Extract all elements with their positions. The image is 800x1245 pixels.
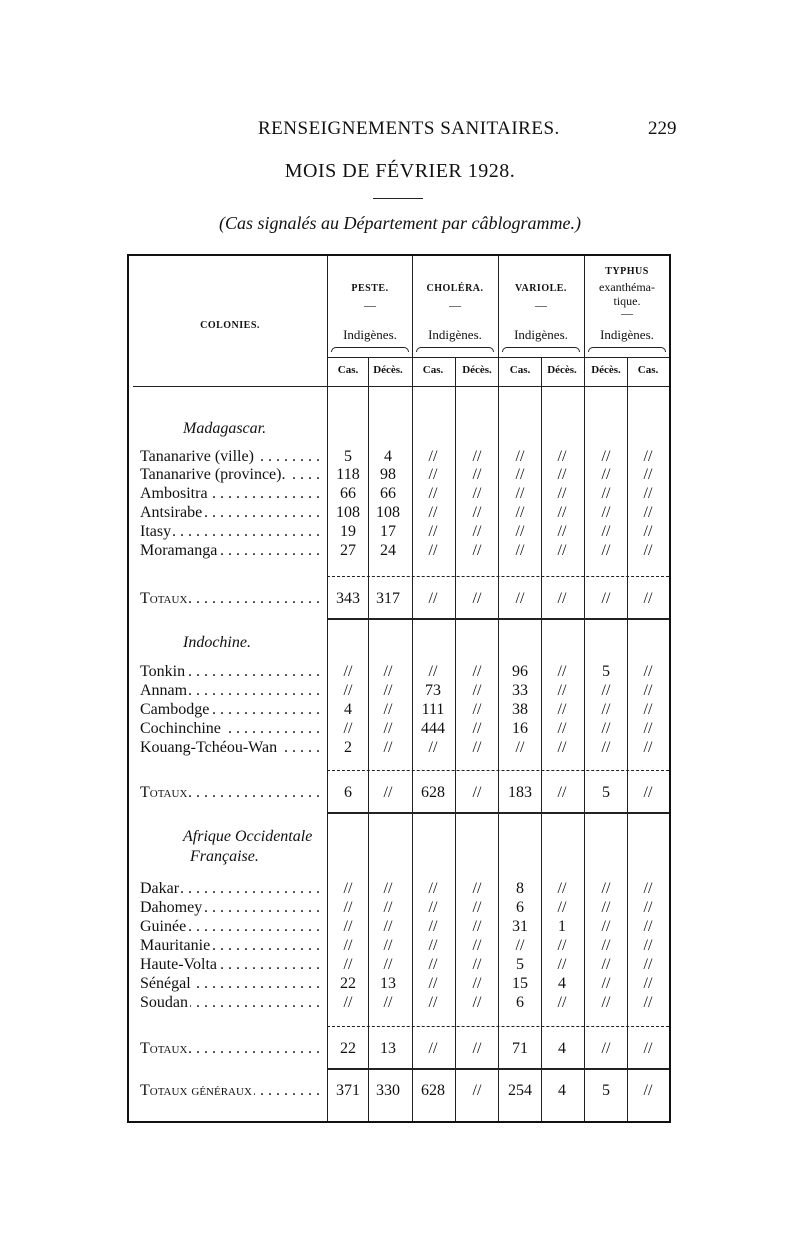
group-subheader: Indigènes. [514, 327, 568, 342]
table-cell: // [428, 975, 438, 992]
row-label-text: Ambositra [140, 485, 208, 502]
table-cell: // [383, 918, 393, 935]
table-cell: // [515, 542, 525, 559]
table-cell: // [557, 880, 567, 897]
table-cell: 5 [602, 663, 610, 680]
table-cell: // [428, 466, 438, 483]
table-cell: // [383, 739, 393, 756]
table-cell: // [383, 682, 393, 699]
table-cell: // [601, 975, 611, 992]
table-cell: 118 [336, 466, 360, 483]
row-label [140, 701, 320, 719]
table-cell: 4 [558, 975, 566, 992]
section-title: Madagascar. [183, 420, 267, 437]
table-cell: // [515, 485, 525, 502]
row-label-text: Mauritanie [140, 937, 211, 954]
table-cell: // [643, 523, 653, 540]
table-cell: // [428, 523, 438, 540]
colonies-header: COLONIES. [200, 320, 260, 331]
group-dash: — [449, 298, 461, 312]
row-label [140, 880, 320, 898]
row-label-text: Dakar [140, 880, 180, 897]
table-cell: 5 [344, 448, 352, 465]
table-cell: 5 [516, 956, 524, 973]
group-header: CHOLÉRA. [426, 283, 484, 294]
table-cell: // [472, 880, 482, 897]
table-cell: 31 [512, 918, 528, 935]
table-cell: 628 [421, 1082, 445, 1099]
table-cell: // [643, 701, 653, 718]
table-cell: // [472, 663, 482, 680]
table-cell: 4 [558, 1040, 566, 1057]
group-subheader: Indigènes. [600, 327, 654, 342]
table-cell: 22 [340, 975, 356, 992]
column-header: Cas. [637, 364, 659, 376]
table-cell: // [601, 880, 611, 897]
row-label-text: Totaux [140, 1040, 188, 1057]
table-cell: 8 [516, 880, 524, 897]
column-header: Décès. [591, 364, 621, 376]
month-title: MOIS DE FÉVRIER 1928. [284, 160, 516, 182]
table-cell: // [601, 504, 611, 521]
section-title: Française. [190, 848, 259, 865]
header-rule [327, 357, 669, 358]
row-label [140, 466, 320, 484]
row-label [140, 663, 320, 681]
row-label [140, 956, 320, 974]
row-label [140, 1040, 320, 1058]
row-label-text: Tonkin [140, 663, 186, 680]
table-cell: // [383, 880, 393, 897]
table-cell: // [383, 937, 393, 954]
table-cell: // [515, 739, 525, 756]
table-cell: // [383, 663, 393, 680]
table-cell: // [343, 994, 353, 1011]
table-cell: // [515, 523, 525, 540]
table-cell: // [557, 784, 567, 801]
row-label-text: Annam [140, 682, 188, 699]
row-label [140, 590, 320, 608]
table-cell: // [515, 937, 525, 954]
table-cell: // [383, 956, 393, 973]
table-cell: // [428, 663, 438, 680]
row-label [140, 523, 320, 541]
table-cell: 66 [380, 485, 396, 502]
table-cell: // [601, 1040, 611, 1057]
group-brace [416, 347, 494, 352]
row-label-text: Itasy [140, 523, 172, 540]
column-header: Cas. [337, 364, 359, 376]
table-cell: // [428, 899, 438, 916]
table-cell: 24 [380, 542, 396, 559]
table-cell: // [643, 682, 653, 699]
table-cell: // [557, 504, 567, 521]
table-cell: // [601, 701, 611, 718]
table-cell: 371 [336, 1082, 360, 1099]
table-cell: 66 [340, 485, 356, 502]
table-cell: 5 [602, 1082, 610, 1099]
row-label-text: Haute-Volta [140, 956, 218, 973]
row-label [140, 994, 320, 1012]
table-cell: // [343, 682, 353, 699]
group-subheader: Indigènes. [428, 327, 482, 342]
table-cell: // [472, 523, 482, 540]
table-cell: // [643, 739, 653, 756]
row-label-text: Dahomey [140, 899, 203, 916]
row-label-text: Cochinchine [140, 720, 221, 737]
row-label [140, 682, 320, 700]
table-cell: // [557, 448, 567, 465]
table-cell: // [557, 701, 567, 718]
table-cell: // [472, 720, 482, 737]
row-label [140, 975, 320, 993]
table-cell: // [472, 466, 482, 483]
table-cell: // [428, 937, 438, 954]
row-label [140, 918, 320, 936]
row-label-text: Tananarive (province). [140, 466, 286, 483]
table-cell: // [428, 880, 438, 897]
table-cell: // [643, 504, 653, 521]
group-brace [331, 347, 409, 352]
row-label [140, 542, 320, 560]
table-cell: // [515, 466, 525, 483]
row-label [140, 899, 320, 917]
subtitle: (Cas signalés au Département par câblogramme.) [219, 213, 581, 233]
table-cell: // [557, 899, 567, 916]
table-cell: 628 [421, 784, 445, 801]
row-label [140, 937, 320, 955]
table-cell: // [557, 937, 567, 954]
table-cell: 17 [380, 523, 396, 540]
table-cell: // [428, 956, 438, 973]
table-cell: // [601, 466, 611, 483]
divider [373, 198, 423, 199]
table-cell: // [472, 1040, 482, 1057]
table-cell: // [557, 720, 567, 737]
page-number: 229 [648, 118, 677, 139]
table-cell: // [601, 485, 611, 502]
table-cell: // [601, 956, 611, 973]
section-title: Indochine. [183, 634, 251, 651]
table-cell: // [557, 956, 567, 973]
table-cell: // [557, 663, 567, 680]
table-cell: // [643, 466, 653, 483]
row-label [140, 720, 320, 738]
table-cell: // [643, 1040, 653, 1057]
table-cell: 13 [380, 1040, 396, 1057]
group-header-line: exanthéma- [599, 280, 655, 294]
group-header: VARIOLE. [515, 283, 567, 294]
table-cell: 19 [340, 523, 356, 540]
table-cell: // [472, 542, 482, 559]
group-brace [502, 347, 580, 352]
table-cell: // [601, 720, 611, 737]
table-cell: 111 [421, 701, 445, 718]
table-cell: 4 [558, 1082, 566, 1099]
table-cell: // [472, 504, 482, 521]
table-cell: // [472, 448, 482, 465]
table-cell: // [557, 466, 567, 483]
table-cell: 6 [516, 994, 524, 1011]
table-cell: // [428, 918, 438, 935]
table-cell: // [601, 918, 611, 935]
table-cell: 5 [602, 784, 610, 801]
total-rule [327, 770, 669, 771]
header-title: RENSEIGNEMENTS SANITAIRES. [258, 118, 560, 139]
table-cell: // [643, 784, 653, 801]
table-cell: // [472, 899, 482, 916]
table-cell: // [557, 682, 567, 699]
table-cell: 16 [512, 720, 528, 737]
table-cell: // [343, 880, 353, 897]
table-cell: // [515, 504, 525, 521]
table-cell: 444 [421, 720, 445, 737]
column-header: Cas. [509, 364, 531, 376]
table-cell: // [428, 994, 438, 1011]
table-cell: // [428, 1040, 438, 1057]
table-cell: 6 [344, 784, 352, 801]
table-cell: // [601, 682, 611, 699]
table-cell: // [343, 663, 353, 680]
table-cell: // [601, 542, 611, 559]
table-cell: // [643, 899, 653, 916]
table-cell: // [643, 448, 653, 465]
table-cell: 330 [376, 1082, 400, 1099]
row-label-text: Guinée [140, 918, 187, 935]
row-label [140, 504, 320, 522]
table-cell: // [601, 899, 611, 916]
table-cell: // [472, 682, 482, 699]
table-cell: // [472, 739, 482, 756]
group-dash: — [535, 298, 547, 312]
table-cell: // [472, 590, 482, 607]
table-cell: // [472, 1082, 482, 1099]
table-cell: // [383, 994, 393, 1011]
row-label-text: Totaux [140, 590, 188, 607]
table-cell: // [472, 485, 482, 502]
table-cell: // [343, 720, 353, 737]
table-cell: 317 [376, 590, 400, 607]
table-cell: // [383, 701, 393, 718]
column-rule [455, 357, 456, 1121]
table-cell: // [557, 994, 567, 1011]
table-cell: 2 [344, 739, 352, 756]
table-cell: // [428, 504, 438, 521]
table-cell: 1 [558, 918, 566, 935]
table-cell: 71 [512, 1040, 528, 1057]
table-cell: // [515, 448, 525, 465]
table-cell: // [428, 448, 438, 465]
header-rule [133, 386, 669, 387]
table-cell: // [643, 485, 653, 502]
row-label-text: Sénégal [140, 975, 191, 992]
table-cell: 96 [512, 663, 528, 680]
group-header-line: tique. [613, 294, 641, 308]
table-cell: // [643, 975, 653, 992]
table-cell: // [557, 542, 567, 559]
table-cell: 343 [336, 590, 360, 607]
group-dash: — [621, 306, 633, 320]
table-cell: // [343, 937, 353, 954]
table-cell: // [643, 720, 653, 737]
table-cell: // [557, 739, 567, 756]
table-cell: // [557, 590, 567, 607]
section-title: Afrique Occidentale [183, 828, 313, 845]
table-cell: // [643, 590, 653, 607]
table-cell: // [472, 975, 482, 992]
column-header: Décès. [547, 364, 577, 376]
table-cell: // [643, 1082, 653, 1099]
table-cell: // [472, 701, 482, 718]
table-cell: 27 [340, 542, 356, 559]
row-label-text: Kouang-Tchéou-Wan [140, 739, 278, 756]
table-cell: // [601, 590, 611, 607]
table-cell: // [383, 720, 393, 737]
table-cell: // [601, 739, 611, 756]
column-header: Décès. [462, 364, 492, 376]
total-rule [327, 1026, 669, 1027]
row-label-text: Soudan [140, 994, 188, 1011]
table-cell: // [643, 956, 653, 973]
table-cell: // [643, 663, 653, 680]
row-label-text: Totaux généraux [140, 1082, 252, 1099]
row-label-text: Totaux [140, 784, 188, 801]
table-cell: 22 [340, 1040, 356, 1057]
table-cell: // [472, 994, 482, 1011]
table-cell: 4 [384, 448, 392, 465]
group-subheader: Indigènes. [343, 327, 397, 342]
table-cell: // [557, 523, 567, 540]
table-cell: 4 [344, 701, 352, 718]
table-cell: 33 [512, 682, 528, 699]
group-brace [588, 347, 666, 352]
table-cell: // [472, 784, 482, 801]
section-rule [327, 1068, 669, 1070]
table-cell: // [643, 880, 653, 897]
table-cell: 98 [380, 466, 396, 483]
table-cell: // [601, 523, 611, 540]
table-cell: // [601, 994, 611, 1011]
row-label-text: Moramanga [140, 542, 218, 559]
table-cell: // [601, 937, 611, 954]
row-label-text: Cambodge [140, 701, 210, 718]
table-cell: // [383, 784, 393, 801]
row-label [140, 448, 320, 466]
row-label-text: Antsirabe [140, 504, 203, 521]
column-header: Cas. [422, 364, 444, 376]
table-cell: // [601, 448, 611, 465]
table-cell: // [643, 918, 653, 935]
table-cell: // [343, 918, 353, 935]
section-rule [327, 812, 669, 814]
table-cell: // [515, 590, 525, 607]
table-cell: // [557, 485, 567, 502]
table-cell: // [472, 918, 482, 935]
table-cell: 108 [376, 504, 400, 521]
column-header: Décès. [373, 364, 403, 376]
table-cell: 254 [508, 1082, 532, 1099]
group-header: PESTE. [351, 283, 389, 294]
table-cell: 183 [508, 784, 532, 801]
table-cell: // [343, 899, 353, 916]
row-label [140, 739, 320, 757]
total-rule [327, 576, 669, 577]
table-cell: 73 [425, 682, 441, 699]
table-cell: // [428, 590, 438, 607]
table-cell: 108 [336, 504, 360, 521]
table-cell: // [343, 956, 353, 973]
row-label-text: Tananarive (ville) [140, 448, 254, 465]
table-cell: // [643, 542, 653, 559]
table-cell: // [383, 899, 393, 916]
row-label [140, 485, 320, 503]
group-header: TYPHUS [605, 266, 649, 277]
group-dash: — [364, 298, 376, 312]
table-cell: 15 [512, 975, 528, 992]
section-rule [327, 618, 669, 620]
table-cell: // [472, 956, 482, 973]
table-cell: 6 [516, 899, 524, 916]
table-cell: // [643, 937, 653, 954]
table-cell: 38 [512, 701, 528, 718]
table-cell: // [643, 994, 653, 1011]
row-label [140, 784, 320, 802]
table-cell: // [428, 485, 438, 502]
table-cell: // [472, 937, 482, 954]
table-cell: 13 [380, 975, 396, 992]
table-cell: // [428, 739, 438, 756]
table-cell: // [428, 542, 438, 559]
row-label [140, 1082, 320, 1100]
